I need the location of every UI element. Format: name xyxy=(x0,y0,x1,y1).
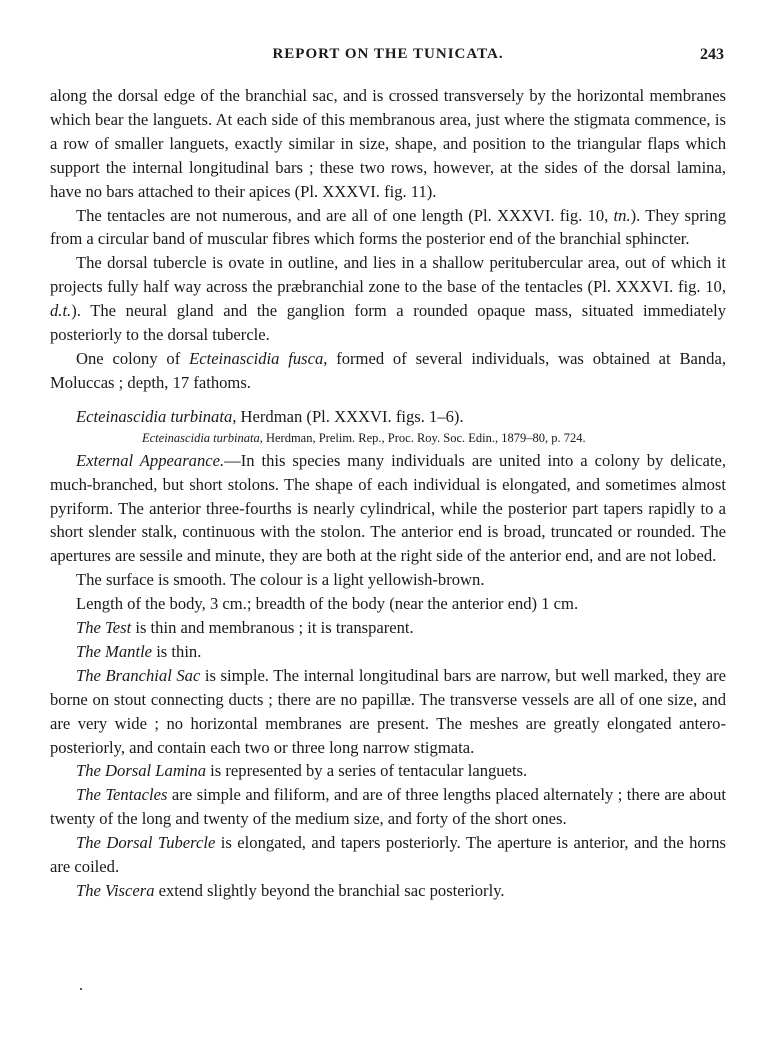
page-body xyxy=(50,84,726,903)
paragraph-dorsal-tubercle: The dorsal tubercle is ovate in outline, and lies in a shallow peritubercular area, out of which it projects fully half way across the præbranchial zone to the base of the tentacles (Pl. XXXVI. fig. 10, d.t.). The neural gland and the ganglion form a rounded opaque mass, situated immediately posteriorly to the dorsal tubercle. xyxy=(50,253,726,345)
description-viscera: The Viscera extend slightly beyond the branchial sac posteriorly. xyxy=(76,881,505,900)
paragraph-colony: One colony of Ecteinascidia fusca, formed of several individuals, was obtained at Banda, Moluccas ; depth, 17 fathoms. xyxy=(50,348,726,392)
description-branchial-sac: The Branchial Sac is simple. The internal longitudinal bars are narrow, but well marked, they are borne on stout connecting ducts ; there are no papillæ. The transverse vessels are all of one size, and are very wide ; no horizontal membranes are present. The meshes are greatly elongated antero-posteriorly, and contain each two or three long narrow stigmata. xyxy=(50,665,727,757)
description-dorsal-tubercle: The Dorsal Tubercle is elongated, and tapers posteriorly. The aperture is anterior, and the horns are coiled. xyxy=(50,833,726,877)
page-header xyxy=(0,46,776,68)
description-tentacles: The Tentacles are simple and filiform, and are of three lengths placed alternately ; there are about twenty of the long and twenty of the medium size, and forty of the short ones. xyxy=(50,785,726,829)
paragraph-tentacles: The tentacles are not numerous, and are all of one length (Pl. XXXVI. fig. 10, tn.). They spring from a circular band of muscular fibres which forms the posterior end of the branchial sphincter. xyxy=(50,205,726,249)
running-title: REPORT ON THE TUNICATA. xyxy=(272,46,504,62)
species-heading: Ecteinascidia turbinata, Herdman (Pl. XXXVI. figs. 1–6). xyxy=(76,406,464,426)
description-dorsal-lamina: The Dorsal Lamina is represented by a series of tentacular languets. xyxy=(76,761,528,781)
description-length: Length of the body, 3 cm.; breadth of the body (near the anterior end) 1 cm. xyxy=(76,594,579,614)
page-number: 243 xyxy=(700,46,724,63)
paragraph-continued: along the dorsal edge of the branchial sac, and is crossed transversely by the horizontal membranes which bear the languets. At each side of this membranous area, just where the stigmata commence, is a row of smaller languets, exactly similar in size, shape, and position to the triangular flaps which support the internal longitudinal bars ; these two rows, however, at the sides of the dorsal lamina, have no bars attached to their apices (Pl. XXXVI. fig. 11). xyxy=(50,86,726,201)
description-surface: The surface is smooth. The colour is a light yellowish-brown. xyxy=(76,570,485,590)
description-mantle: The Mantle is thin. xyxy=(76,641,202,661)
description-external-appearance: External Appearance.—In this species many individuals are united into a colony by delicate, much-branched, but short stolons. The shape of each individual is elongated, and sometimes almost pyriform. The anterior three-fourths is nearly cylindrical, while the posterior part tapers rapidly to a short slender stalk, continuous with the stolon. The anterior end is broad, truncated or rounded. The apertures are sessile and minute, they are both at the right side of the anterior end, and are not lobed. xyxy=(50,450,726,566)
print-speck xyxy=(80,988,82,990)
description-test: The Test is thin and membranous ; it is transparent. xyxy=(76,618,414,638)
species-citation: Ecteinascidia turbinata, Herdman, Prelim. Rep., Proc. Roy. Soc. Edin., 1879–80, p. 724. xyxy=(142,430,586,445)
